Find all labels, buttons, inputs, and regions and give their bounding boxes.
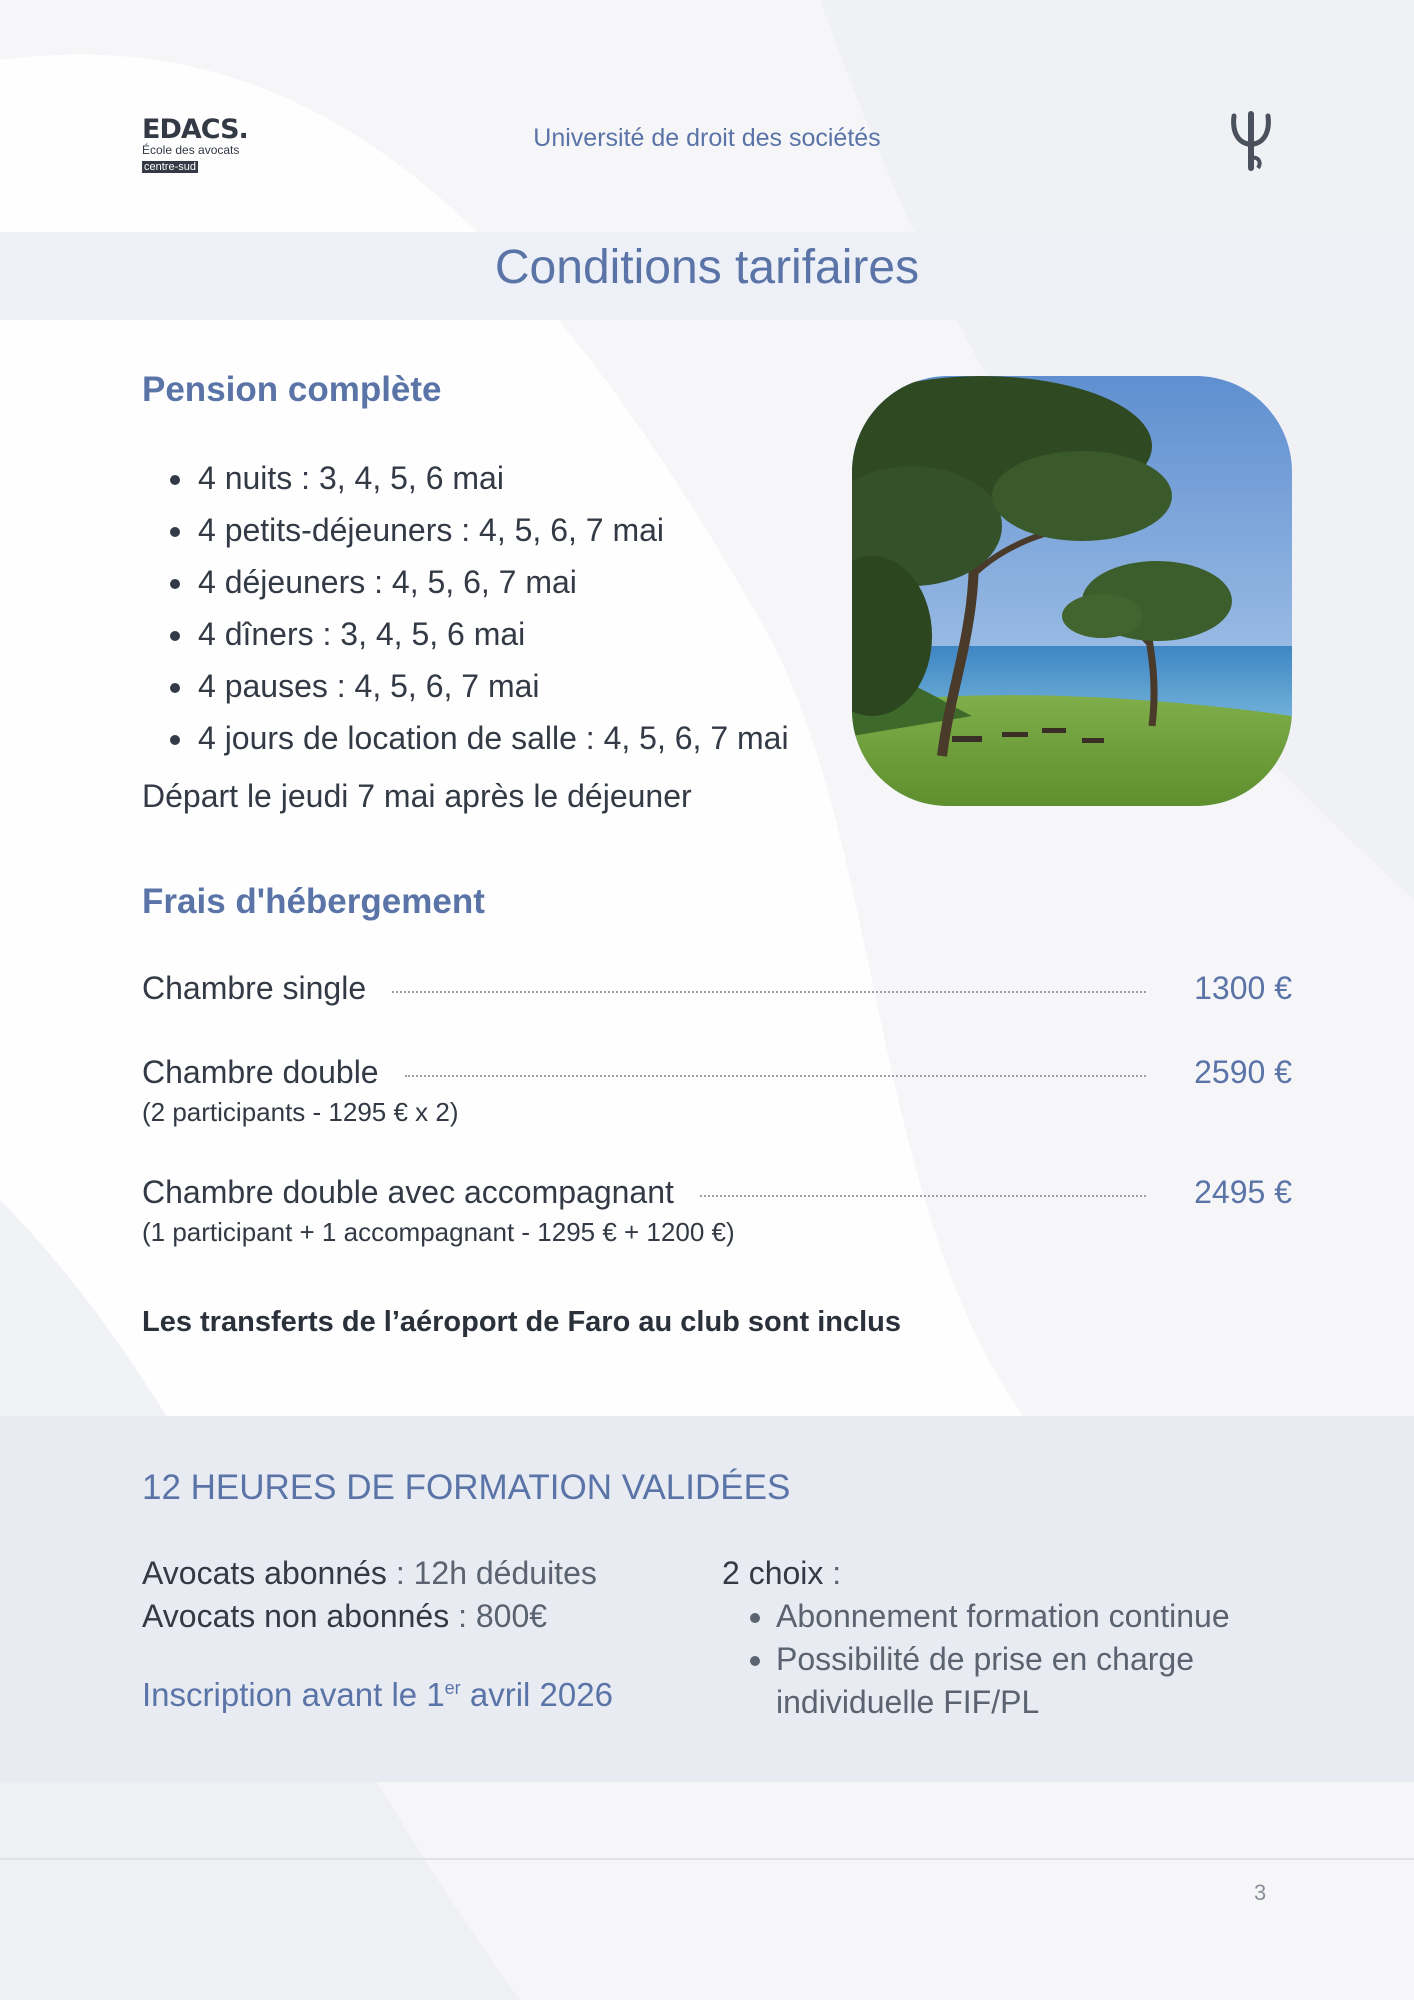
formation-title: 12 HEURES DE FORMATION VALIDÉES — [142, 1468, 791, 1507]
rate-note: (1 participant + 1 accompagnant - 1295 € + 1200 €) — [142, 1217, 735, 1247]
rate-price: 2590 € — [1194, 1054, 1292, 1090]
logo-subtitle: École des avocats — [142, 143, 240, 157]
rate-note: (2 participants - 1295 € x 2) — [142, 1097, 459, 1127]
page-number: 3 — [1254, 1880, 1267, 1905]
choix-colon: : — [823, 1555, 842, 1591]
non-abonnes-value: : 800€ — [449, 1598, 548, 1634]
rate-label: Chambre single — [142, 970, 367, 1006]
footer-divider — [0, 1858, 1414, 1860]
list-item: • 4 nuits : 3, 4, 5, 6 mai — [196, 452, 789, 504]
list-item: • 4 dîners : 3, 4, 5, 6 mai — [196, 608, 789, 660]
rate-single — [142, 970, 1292, 1007]
inscription-deadline — [142, 1676, 613, 1714]
header-title: Université de droit des sociétés — [533, 124, 881, 152]
abonnes-label: Avocats abonnés — [142, 1555, 387, 1591]
abonnes-value: : 12h déduites — [386, 1555, 597, 1591]
inscription-sup: er — [444, 1678, 461, 1698]
page-title: Conditions tarifaires — [494, 241, 920, 294]
rate-price: 1300 € — [1194, 970, 1292, 1006]
inscription-date: avril 2026 — [460, 1676, 613, 1713]
non-abonnes-line — [142, 1595, 597, 1638]
resort-photo — [852, 376, 1292, 806]
non-abonnes-label: Avocats non abonnés — [142, 1598, 450, 1634]
hebergement-heading: Frais d'hébergement — [142, 882, 485, 921]
rate-label: Chambre double avec accompagnant — [142, 1174, 674, 1210]
rate-price: 2495 € — [1194, 1174, 1292, 1210]
rate-double — [142, 1054, 1292, 1128]
choix-line — [722, 1552, 1282, 1595]
choix-label: 2 choix — [722, 1555, 824, 1591]
dot-leader — [392, 991, 1146, 993]
club-trident-icon — [1228, 110, 1274, 176]
abonnes-line — [142, 1552, 597, 1595]
list-item: • 4 pauses : 4, 5, 6, 7 mai — [196, 660, 789, 712]
dot-leader — [405, 1075, 1147, 1077]
rate-label: Chambre double — [142, 1054, 379, 1090]
inscription-text: Inscription avant le 1 — [142, 1676, 445, 1713]
list-item: • 4 petits-déjeuners : 4, 5, 6, 7 mai — [196, 504, 789, 556]
pension-list — [152, 452, 789, 764]
logo-brand: EDACS. — [142, 114, 248, 145]
logo-tag: centre-sud — [144, 161, 196, 173]
depart-note: Départ le jeudi 7 mai après le déjeuner — [142, 778, 692, 814]
list-item: • 4 déjeuners : 4, 5, 6, 7 mai — [196, 556, 789, 608]
dot-leader — [700, 1195, 1146, 1197]
formation-pricing — [142, 1552, 597, 1638]
rate-double-accompagnant — [142, 1174, 1292, 1248]
list-item: • 4 jours de location de salle : 4, 5, 6, 7 mai — [196, 712, 789, 764]
list-item: • Abonnement formation continue — [776, 1595, 1282, 1638]
choix-list — [722, 1595, 1282, 1724]
pension-heading: Pension complète — [142, 370, 442, 409]
list-item: • Possibilité de prise en charge individuelle FIF/PL — [776, 1638, 1282, 1724]
transfers-note: Les transferts de l’aéroport de Faro au club sont inclus — [142, 1306, 901, 1338]
formation-choices — [722, 1552, 1282, 1724]
